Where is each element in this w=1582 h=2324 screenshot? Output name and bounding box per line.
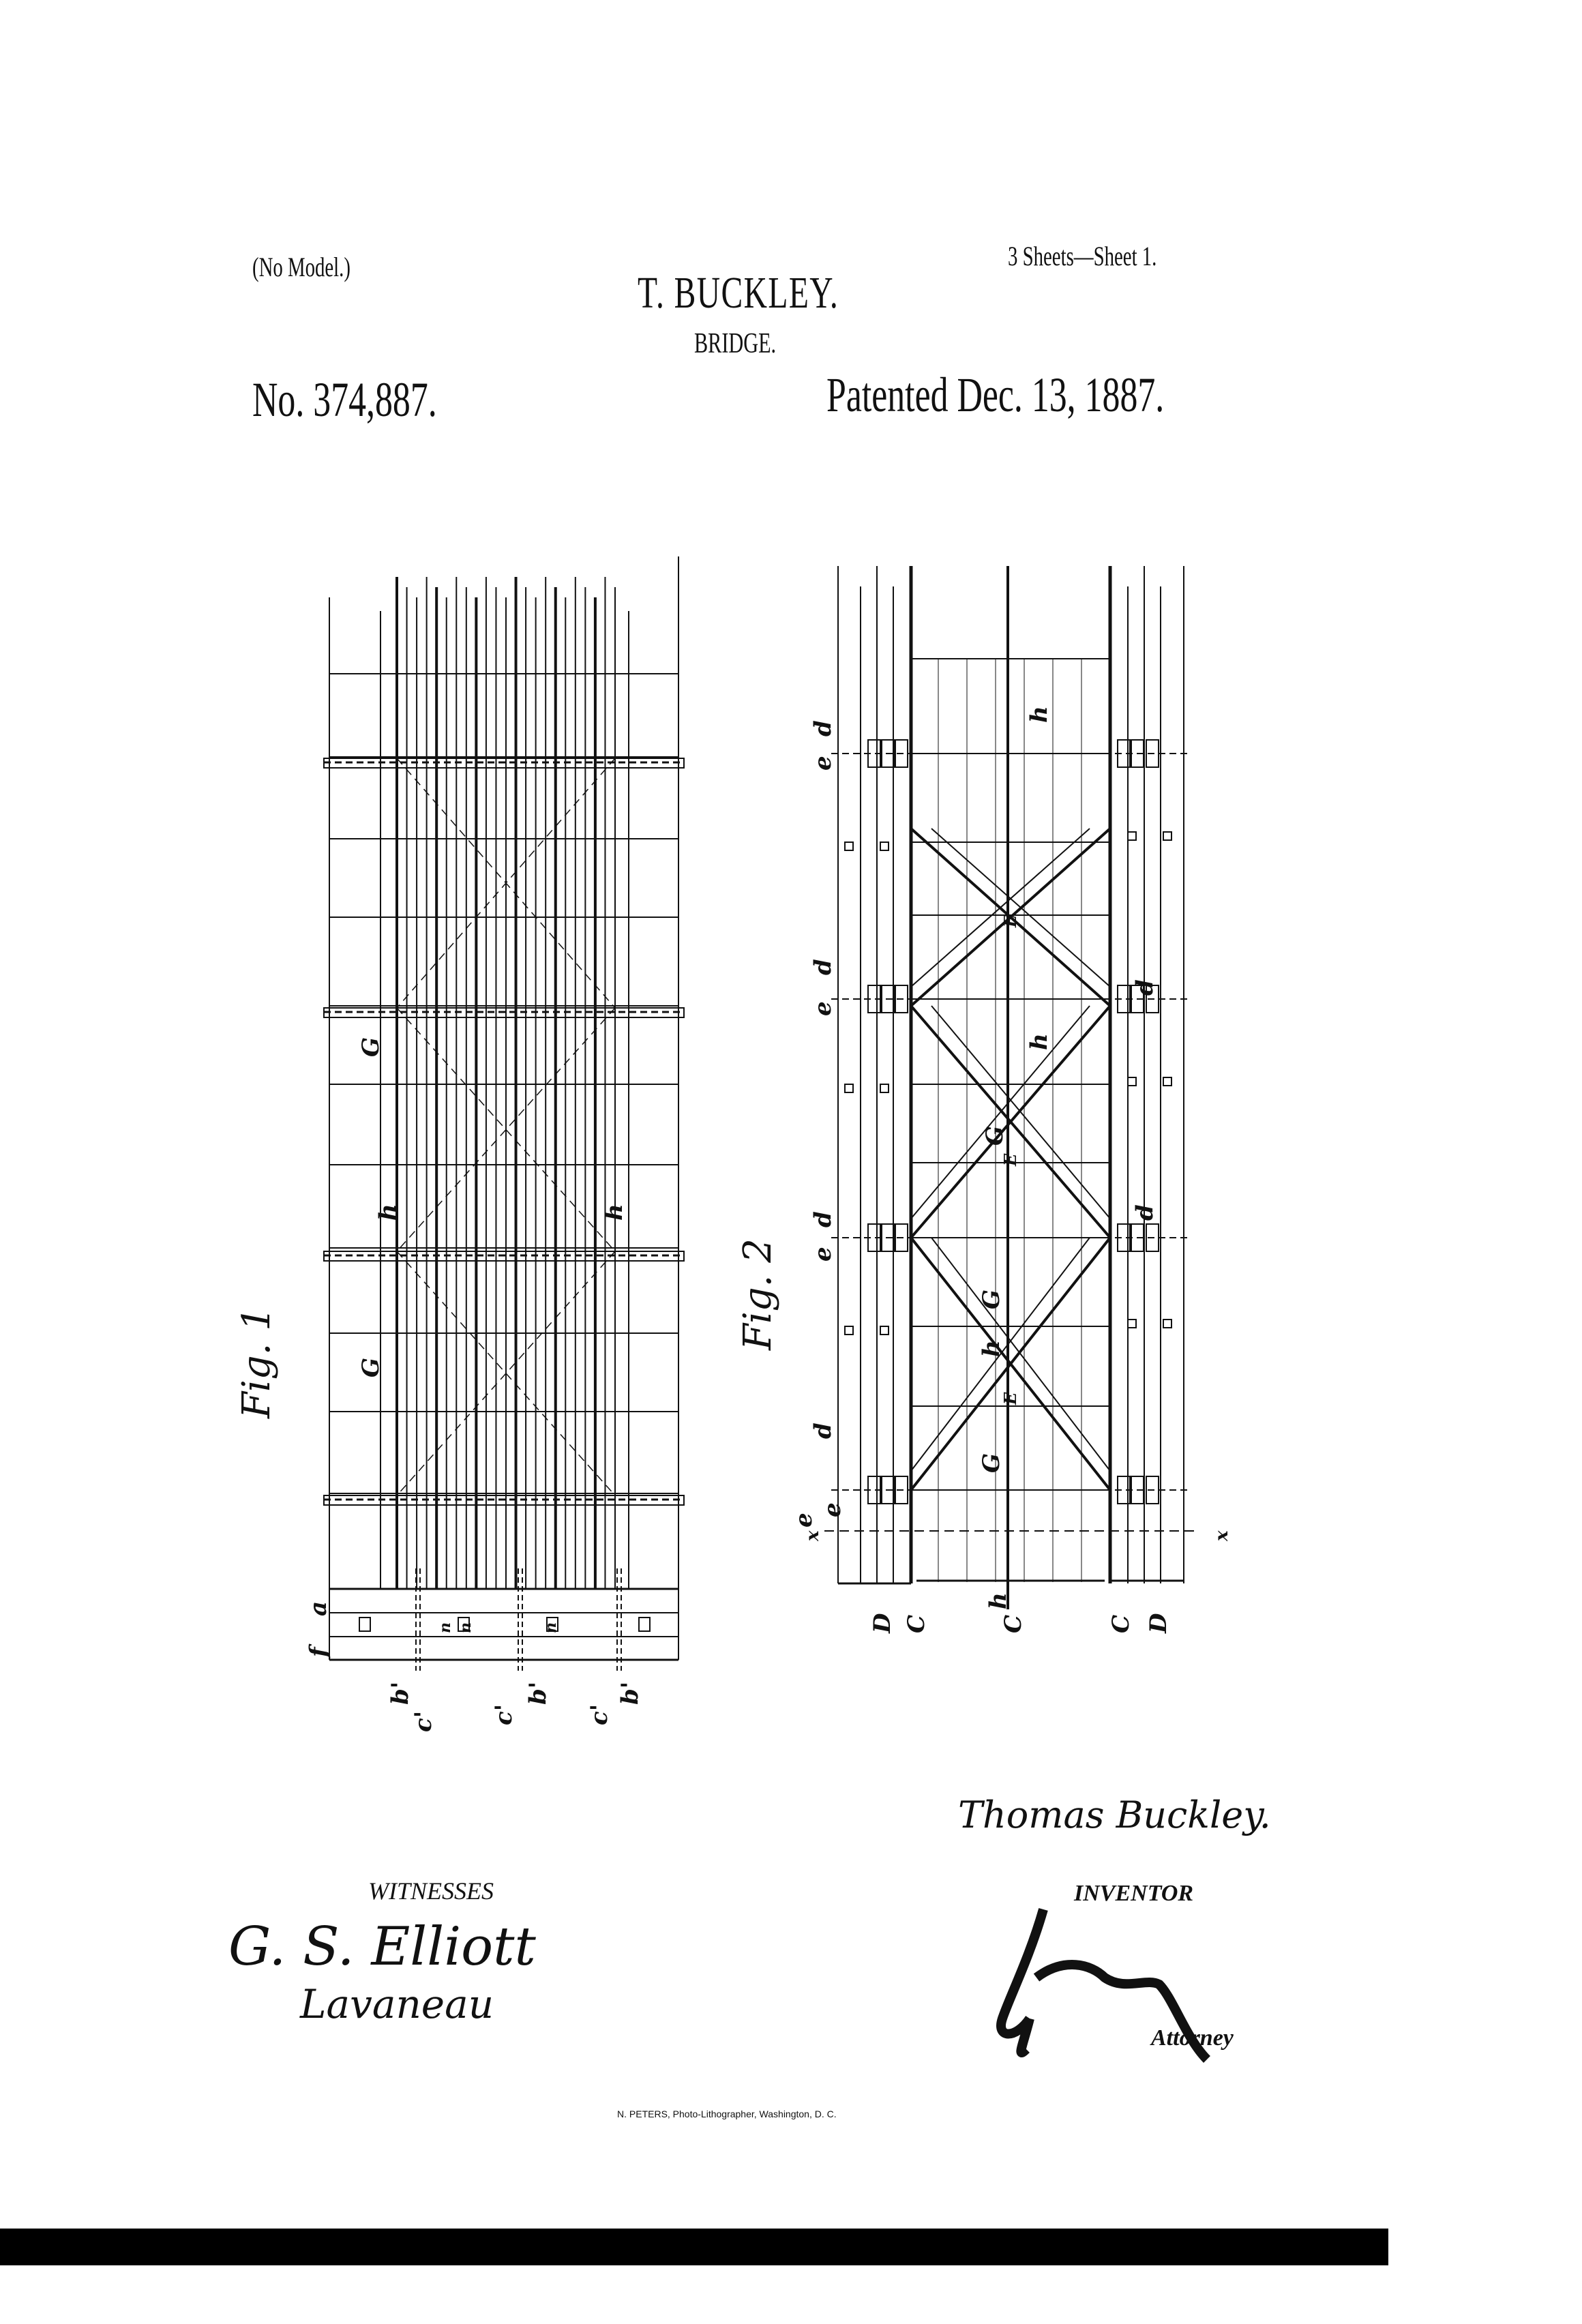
- figure-1: [324, 556, 684, 1671]
- ref-letter: d: [809, 1211, 837, 1227]
- ref-letter: e: [790, 1513, 818, 1528]
- ref-letter: h: [985, 1592, 1012, 1609]
- ref-letter: C: [1000, 1615, 1027, 1633]
- ref-letter: G: [978, 1453, 1005, 1473]
- patent-number: No. 374,887.: [252, 372, 437, 428]
- ref-letter: h: [1026, 1033, 1053, 1050]
- patent-date: Patented Dec. 13, 1887.: [826, 367, 1164, 423]
- bolt-square: [1163, 832, 1171, 840]
- bolt-square: [1163, 1320, 1171, 1328]
- ref-letter: G: [981, 1126, 1009, 1146]
- bolt-hole: [639, 1618, 650, 1631]
- ref-letter: E: [1000, 914, 1020, 928]
- ref-letter: e: [819, 1502, 846, 1517]
- bolt-square: [1128, 1320, 1136, 1328]
- bolt-square: [1163, 1077, 1171, 1086]
- ref-letter: b': [524, 1682, 552, 1705]
- ref-letter: n: [457, 1622, 475, 1633]
- ref-letter: h: [374, 1204, 402, 1221]
- ref-letter: D: [1145, 1613, 1172, 1634]
- ref-letter: h: [978, 1340, 1005, 1357]
- ref-letter: c': [490, 1704, 518, 1725]
- bolt-square: [880, 1084, 889, 1092]
- ref-letter: f: [305, 1643, 332, 1658]
- ref-letter: G: [357, 1358, 385, 1377]
- no-model-note: (No Model.): [252, 251, 350, 283]
- ref-letter: d: [809, 1422, 837, 1439]
- bolt-hole: [359, 1618, 370, 1631]
- ref-letter: e: [809, 1001, 837, 1016]
- witness-1-signature: G. S. Elliott: [228, 1916, 536, 1978]
- figure-2-label: Fig. 2: [736, 1238, 780, 1351]
- printer-credit: N. PETERS, Photo-Lithographer, Washington, D. C.: [617, 2109, 837, 2119]
- figure-2-reference-letters: [790, 706, 1232, 1634]
- invention-title: BRIDGE.: [694, 327, 776, 360]
- bolt-square: [845, 842, 853, 850]
- ref-letter: G: [978, 1290, 1005, 1309]
- ref-letter: E: [1000, 1392, 1020, 1405]
- attorney-label: Attorney: [1151, 2025, 1234, 2051]
- ref-letter: n: [542, 1622, 560, 1633]
- ref-letter: h: [601, 1204, 628, 1221]
- ref-letter: d: [1131, 979, 1159, 996]
- sheet-count: 3 Sheets—Sheet 1.: [1008, 240, 1156, 272]
- ref-letter: a: [305, 1601, 332, 1616]
- ref-letter: d: [1131, 1204, 1159, 1221]
- figure-1-label: Fig. 1: [235, 1307, 279, 1419]
- figure-2: [824, 566, 1197, 1609]
- scan-border-bar: [0, 2229, 1388, 2265]
- witnesses-label: WITNESSES: [368, 1877, 494, 1905]
- bolt-square: [880, 842, 889, 850]
- inventor-label: INVENTOR: [1074, 1881, 1193, 1907]
- bolt-square: [845, 1326, 853, 1335]
- ref-letter: d: [809, 959, 837, 975]
- bolt-square: [845, 1084, 853, 1092]
- ref-letter: E: [1000, 1153, 1020, 1167]
- bolt-square: [1128, 832, 1136, 840]
- ref-letter: C: [903, 1615, 930, 1633]
- bolt-square: [880, 1326, 889, 1335]
- ref-letter: e: [809, 756, 837, 771]
- ref-letter: d: [809, 720, 837, 736]
- figure-1-reference-letters: [305, 1037, 644, 1732]
- ref-letter: n: [436, 1622, 454, 1633]
- ref-letter: c': [410, 1711, 437, 1732]
- inventor-name-heading: T. BUCKLEY.: [638, 267, 839, 319]
- ref-letter: h: [1026, 706, 1053, 723]
- ref-letter: C: [1107, 1615, 1135, 1633]
- ref-letter: D: [869, 1613, 896, 1634]
- witness-2-signature: Lavaneau: [300, 1981, 494, 2027]
- ref-letter: e: [809, 1247, 837, 1262]
- inventor-signature: Thomas Buckley.: [958, 1793, 1271, 1836]
- ref-letter: x: [803, 1530, 823, 1542]
- ref-letter: x: [1212, 1530, 1232, 1542]
- ref-letter: G: [357, 1037, 385, 1057]
- ref-letter: b': [387, 1682, 414, 1705]
- ref-letter: b': [616, 1682, 644, 1705]
- ref-letter: c': [586, 1704, 613, 1725]
- bolt-square: [1128, 1077, 1136, 1086]
